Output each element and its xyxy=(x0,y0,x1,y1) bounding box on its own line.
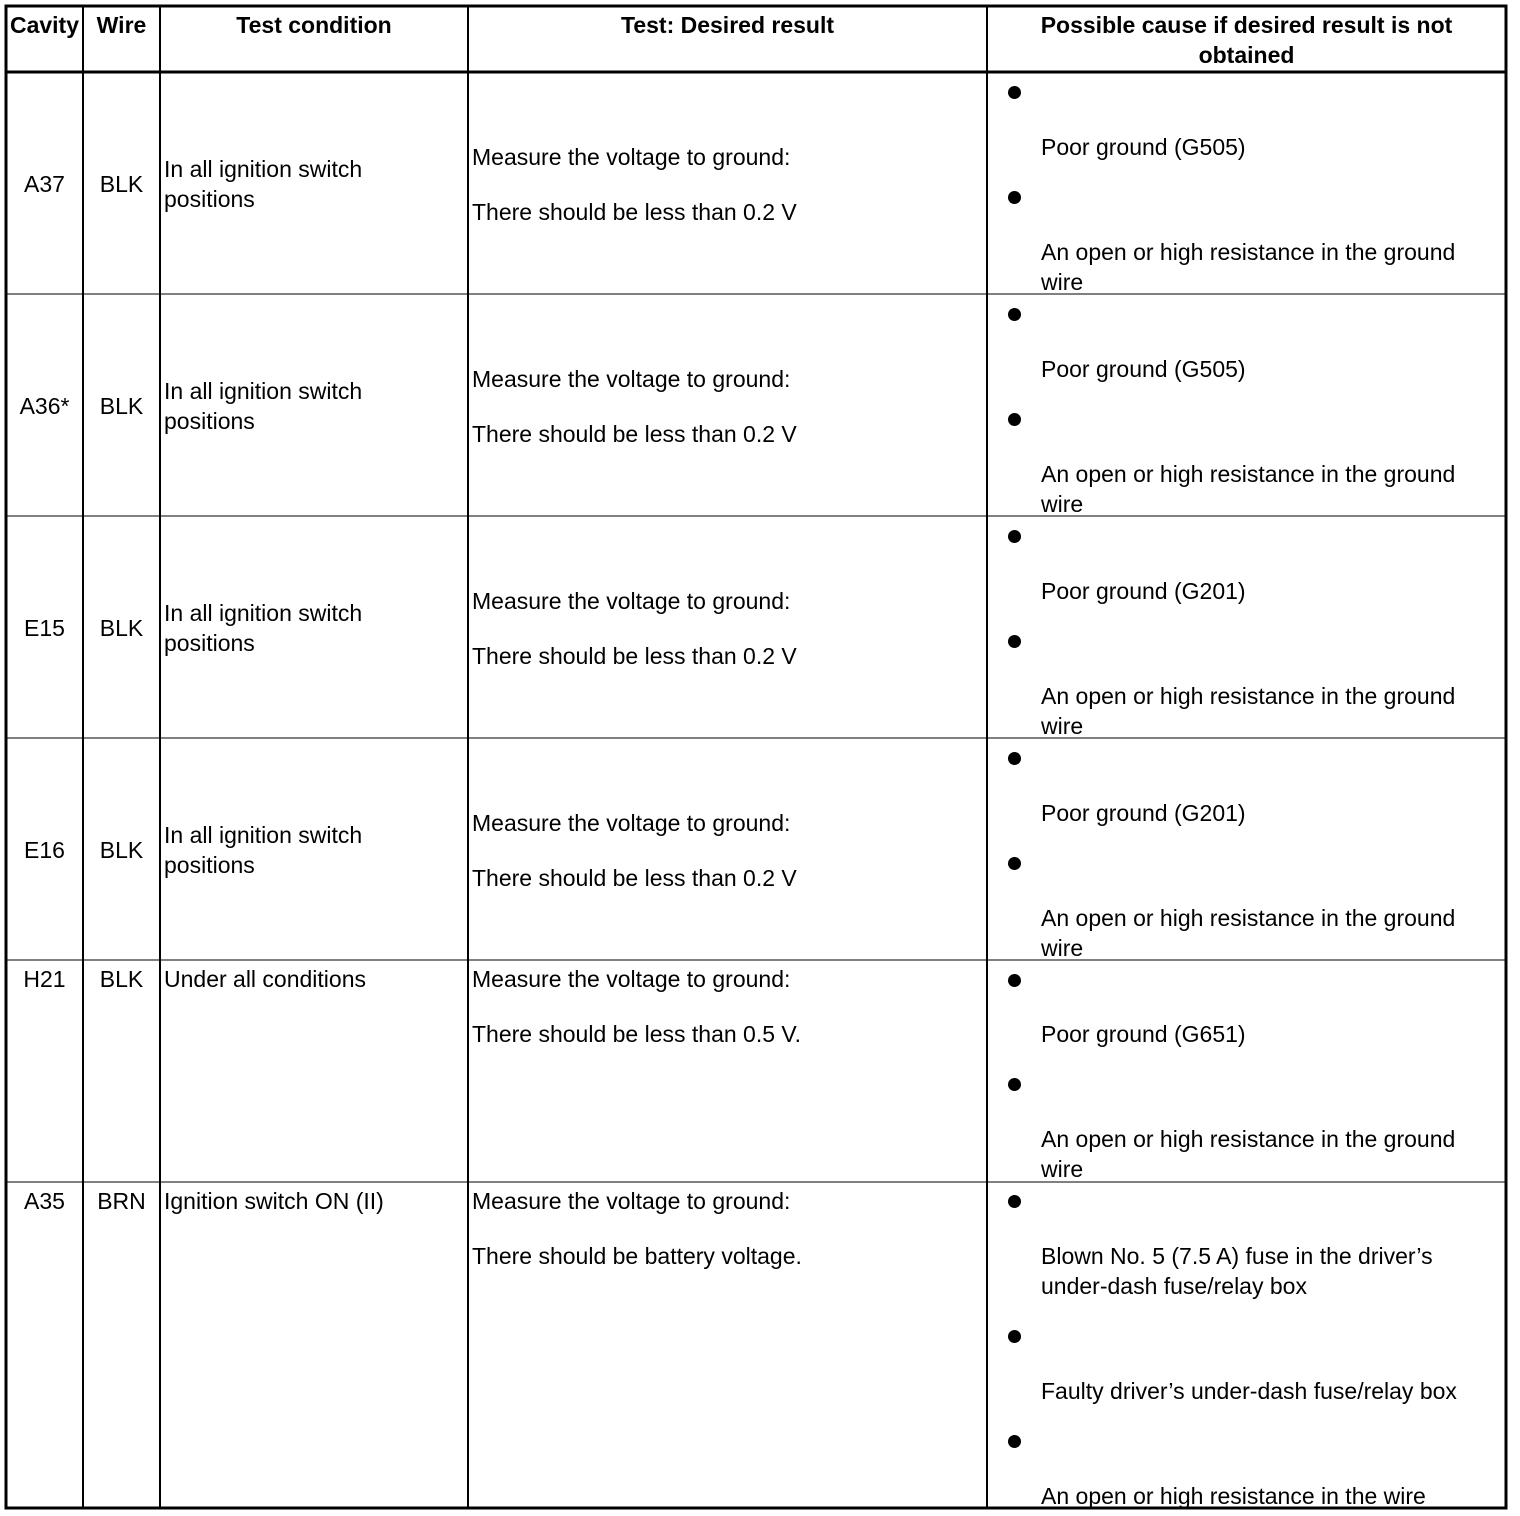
bullet-icon xyxy=(1008,191,1021,204)
result-line: Measure the voltage to ground: xyxy=(472,1188,791,1214)
result-line: There should be less than 0.5 V. xyxy=(472,1021,802,1047)
cause-line: Blown No. 5 (7.5 A) fuse in the driver’s xyxy=(1041,1243,1433,1269)
cause-line: An open or high resistance in the ground xyxy=(1041,683,1456,709)
condition-line: Ignition switch ON (II) xyxy=(164,1188,384,1214)
cavity-cell: A37 xyxy=(24,171,65,197)
wire-cell: BLK xyxy=(99,837,144,863)
result-line: There should be battery voltage. xyxy=(472,1243,802,1269)
wire-cell: BLK xyxy=(99,966,144,992)
result-line: There should be less than 0.2 V xyxy=(472,199,797,225)
header-cavity: Cavity xyxy=(9,12,80,38)
result-line: There should be less than 0.2 V xyxy=(472,865,797,891)
bullet-icon xyxy=(1008,857,1021,870)
cause-line: wire xyxy=(1041,491,1084,517)
cause-line: wire xyxy=(1041,1156,1084,1182)
bullet-icon xyxy=(1008,413,1021,426)
bullet-icon xyxy=(1008,974,1021,987)
cause-line: An open or high resistance in the ground xyxy=(1041,1126,1456,1152)
bullet-icon xyxy=(1008,752,1021,765)
wire-cell: BLK xyxy=(99,171,144,197)
cavity-cell: H21 xyxy=(23,966,66,992)
cause-line: Poor ground (G201) xyxy=(1041,800,1246,826)
result-line: Measure the voltage to ground: xyxy=(472,144,791,170)
cause-line: Poor ground (G201) xyxy=(1041,578,1246,604)
bullet-icon xyxy=(1008,635,1021,648)
cause-line: under-dash fuse/relay box xyxy=(1041,1273,1307,1299)
cavity-cell: A36* xyxy=(19,393,70,419)
wire-cell: BLK xyxy=(99,615,144,641)
cavity-cell: E16 xyxy=(24,837,65,863)
cause-line: An open or high resistance in the ground xyxy=(1041,461,1456,487)
condition-line: positions xyxy=(164,186,255,212)
condition-line: In all ignition switch xyxy=(164,378,363,404)
condition-line: In all ignition switch xyxy=(164,156,363,182)
cause-line: wire xyxy=(1041,269,1084,295)
bullet-icon xyxy=(1008,86,1021,99)
cause-line: wire xyxy=(1041,935,1084,961)
result-line: There should be less than 0.2 V xyxy=(472,421,797,447)
cause-line: An open or high resistance in the wire xyxy=(1041,1483,1426,1509)
cause-line: An open or high resistance in the ground xyxy=(1041,905,1456,931)
result-line: Measure the voltage to ground: xyxy=(472,966,791,992)
bullet-icon xyxy=(1008,1435,1021,1448)
cavity-cell: A35 xyxy=(24,1188,65,1214)
header-wire: Wire xyxy=(96,12,147,38)
cause-line: Poor ground (G651) xyxy=(1041,1021,1246,1047)
wire-cell: BLK xyxy=(99,393,144,419)
condition-line: positions xyxy=(164,630,255,656)
wire-cell: BRN xyxy=(97,1188,146,1214)
cause-line: Poor ground (G505) xyxy=(1041,134,1246,160)
condition-line: positions xyxy=(164,852,255,878)
cause-line: wire xyxy=(1041,713,1084,739)
cause-line: Faulty driver’s under-dash fuse/relay box xyxy=(1041,1378,1457,1404)
header-possible-cause-cont: obtained xyxy=(1198,42,1295,68)
result-line: Measure the voltage to ground: xyxy=(472,366,791,392)
bullet-icon xyxy=(1008,1195,1021,1208)
result-line: There should be less than 0.2 V xyxy=(472,643,797,669)
cause-line: An open or high resistance in the ground xyxy=(1041,239,1456,265)
bullet-icon xyxy=(1008,530,1021,543)
condition-line: In all ignition switch xyxy=(164,822,363,848)
cavity-cell: E15 xyxy=(24,615,65,641)
bullet-icon xyxy=(1008,308,1021,321)
condition-line: Under all conditions xyxy=(164,966,367,992)
cause-line: Poor ground (G505) xyxy=(1041,356,1246,382)
result-line: Measure the voltage to ground: xyxy=(472,810,791,836)
condition-line: positions xyxy=(164,408,255,434)
result-line: Measure the voltage to ground: xyxy=(472,588,791,614)
condition-line: In all ignition switch xyxy=(164,600,363,626)
header-test-condition: Test condition xyxy=(236,12,392,38)
bullet-icon xyxy=(1008,1330,1021,1343)
header-possible-cause: Possible cause if desired result is not xyxy=(1040,12,1453,38)
header-desired-result: Test: Desired result xyxy=(620,12,835,38)
bullet-icon xyxy=(1008,1078,1021,1091)
